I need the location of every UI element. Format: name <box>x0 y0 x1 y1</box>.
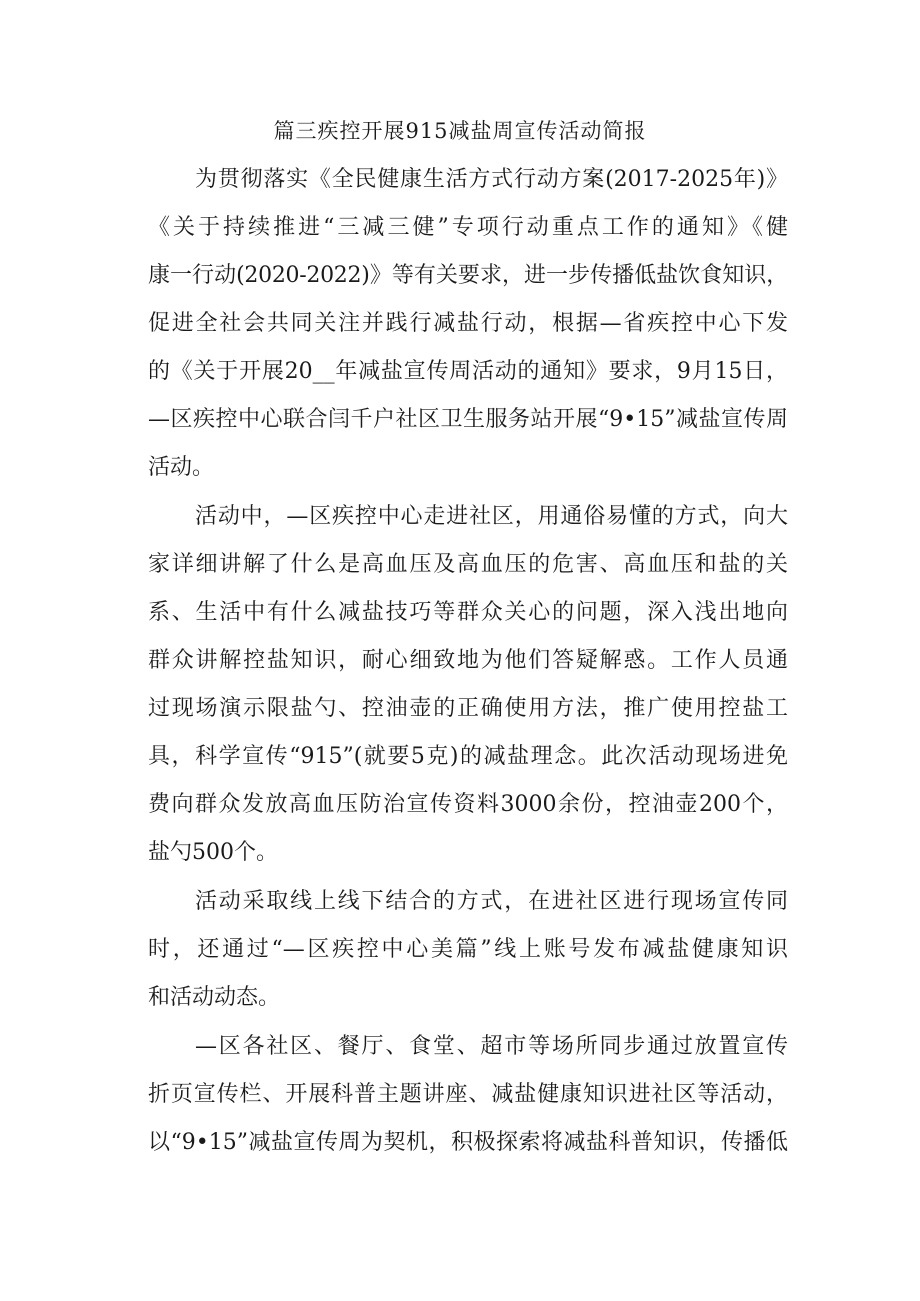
paragraph-line: 费向群众发放高血压防治宣传资料3000余份，控油壶200个， <box>148 792 788 817</box>
paragraph-line: 活动采取线上线下结合的方式，在进社区进行现场宣传同 <box>195 889 788 914</box>
paragraph-line: 群众讲解控盐知识，耐心细致地为他们答疑解惑。工作人员通 <box>148 648 788 673</box>
paragraph-line: 折页宣传栏、开展科普主题讲座、减盐健康知识进社区等活动， <box>148 1082 788 1107</box>
paragraph-line: 家详细讲解了什么是高血压及高血压的危害、高血压和盐的关 <box>148 552 788 577</box>
paragraph-line: 时，还通过“—区疾控中心美篇”线上账号发布减盐健康知识 <box>148 937 788 962</box>
paragraph-line: 的《关于开展20__年减盐宣传周活动的通知》要求，9月15日， <box>148 359 788 384</box>
paragraph-line: 为贯彻落实《全民健康生活方式行动方案(2017-2025年)》 <box>195 167 788 192</box>
paragraph-line: 促进全社会共同关注并践行减盐行动，根据—省疾控中心下发 <box>148 311 788 336</box>
paragraph-line: 《关于持续推进“三减三健”专项行动重点工作的通知》《健 <box>148 215 788 240</box>
paragraph-line: —区疾控中心联合闫千户社区卫生服务站开展“9•15”减盐宣传周 <box>148 407 788 432</box>
paragraph-line: —区各社区、餐厅、食堂、超市等场所同步通过放置宣传 <box>195 1034 788 1059</box>
paragraph-line: 盐勺500个。 <box>148 840 278 865</box>
paragraph-line: 过现场演示限盐勺、控油壶的正确使用方法，推广使用控盐工 <box>148 696 788 721</box>
paragraph-line: 活动。 <box>148 455 215 480</box>
paragraph-line: 系、生活中有什么减盐技巧等群众关心的问题，深入浅出地向 <box>148 600 788 625</box>
paragraph-line: 以“9•15”减盐宣传周为契机，积极探索将减盐科普知识，传播低 <box>148 1130 788 1155</box>
paragraph-line: 具，科学宣传“915”(就要5克)的减盐理念。此次活动现场进免 <box>148 744 788 769</box>
paragraph-line: 康一行动(2020-2022)》等有关要求，进一步传播低盐饮食知识， <box>148 263 788 288</box>
paragraph-line: 活动中，—区疾控中心走进社区，用通俗易懂的方式，向大 <box>195 504 788 529</box>
document-title: 篇三疾控开展915减盐周宣传活动简报 <box>273 119 647 143</box>
paragraph-line: 和活动动态。 <box>148 985 281 1010</box>
